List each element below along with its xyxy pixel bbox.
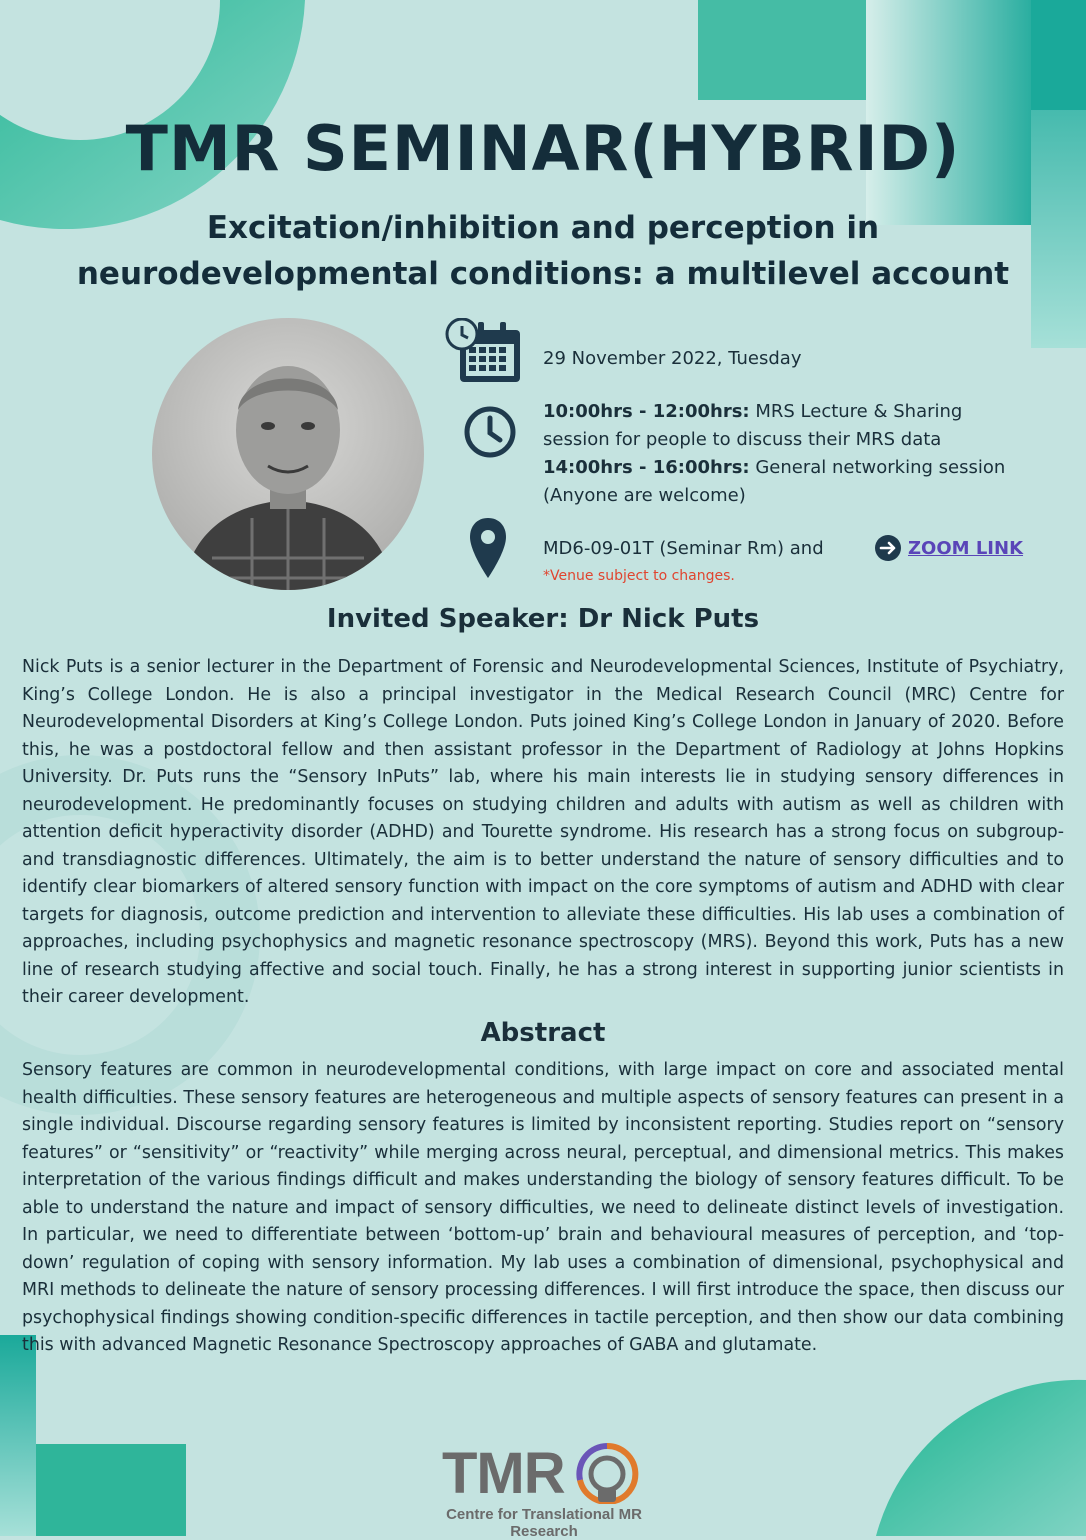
event-venue: MD6-09-01T (Seminar Rm) and <box>543 538 824 559</box>
session-2-description-cont: (Anyone are welcome) <box>543 485 746 506</box>
session-1-time: 10:00hrs - 12:00hrs: <box>543 401 750 422</box>
zoom-link-label[interactable]: ZOOM LINK <box>908 537 1024 559</box>
arrow-right-circle-icon <box>874 534 902 562</box>
talk-title-line-2: neurodevelopmental conditions: a multilevel account <box>76 256 1010 292</box>
clock-icon <box>462 404 518 464</box>
event-schedule <box>543 398 1063 510</box>
zoom-link[interactable] <box>874 534 1023 562</box>
talk-title <box>20 205 1066 297</box>
venue-note: *Venue subject to changes. <box>543 568 735 584</box>
logo-text: TMR <box>442 1441 565 1506</box>
speaker-bio: Nick Puts is a senior lecturer in the Department of Forensic and Neurodevelopmental Sciences, Institute of Psychiatry, King’s College London. He is also a principal investigator in the Medical Research Council (MRC) Centre for Neurodevelopmental Disorders at King’s College London. Puts joined King’s College London in January of 2020. Before this, he was a postdoctoral fellow and then assistant professor in the Department of Radiology at Johns Hopkins University. Dr. Puts runs the “Sensory InPuts” lab, where his main interests lie in studying sensory differences in neurodevelopment. He predominantly focuses on studying children and adults with autism as well as children with attention deficit hyperactivity disorder (ADHD) and Tourette syndrome. His research has a strong focus on subgroup- and transdiagnostic differences. Ultimately, the aim is to better understand the nature of sensory difficulties and to identify clear biomarkers of altered sensory function with impact on the core symptoms of autism and ADHD with clear targets for diagnosis, outcome prediction and intervention to alleviate these difficulties. His lab uses a combination of approaches, including psychophysics and magnetic resonance spectroscopy (MRS). Beyond this work, Puts has a new line of research studying affective and social touch. Finally, he has a strong interest in supporting junior scientists in their career development. <box>22 657 1064 1007</box>
speaker-heading: Invited Speaker: Dr Nick Puts <box>326 604 760 634</box>
session-1-description: MRS Lecture & Sharing <box>755 401 963 422</box>
session-2-time: 14:00hrs - 16:00hrs: <box>543 457 750 478</box>
logo-mr-icon <box>572 1442 642 1504</box>
event-date: 29 November 2022, Tuesday <box>543 348 802 369</box>
seminar-title: TMR SEMINAR(HYBRID) <box>125 112 961 185</box>
abstract-heading: Abstract <box>480 1018 606 1048</box>
session-2-description: General networking session <box>755 457 1006 478</box>
logo-caption: Centre for Translational MR Research <box>446 1506 642 1540</box>
tmr-logo <box>414 1432 674 1540</box>
talk-title-line-1: Excitation/inhibition and perception in <box>206 210 880 246</box>
session-1 <box>543 398 1063 426</box>
abstract-text: Sensory features are common in neurodevelopmental conditions, with large impact on core and associated mental health difficulties. These sensory features are heterogeneous and multiple aspects of sensory features can present in a single individual. Discourse regarding sensory features is limited by inconsistent reporting. Studies report on “sensory features” or “sensitivity” or “reactivity” while merging across neural, perceptual, and dimensional metrics. This makes interpretation of the various findings difficult and makes understanding the biology of sensory features difficult. To be able to understand the nature and impact of sensory difficulties, we need to delineate distinct levels of investigation. In particular, we need to differentiate between ‘bottom-up’ brain and behavioural measures of perception, and ‘top-down’ regulation of coping with sensory information. My lab uses a combination of dimensional, psychophysical and MRI methods to delineate the nature of sensory processing differences. I will first introduce the space, then discuss our psychophysical findings showing condition-specific differences in tactile perception, and then show our data combining this with advanced Magnetic Resonance Spectroscopy approaches of GABA and glutamate. <box>22 1060 1064 1355</box>
location-pin-icon <box>468 516 508 584</box>
calendar-clock-icon <box>444 318 524 390</box>
session-1-description-cont: session for people to discuss their MRS data <box>543 429 942 450</box>
session-2 <box>543 454 1063 482</box>
speaker-photo <box>152 318 424 590</box>
